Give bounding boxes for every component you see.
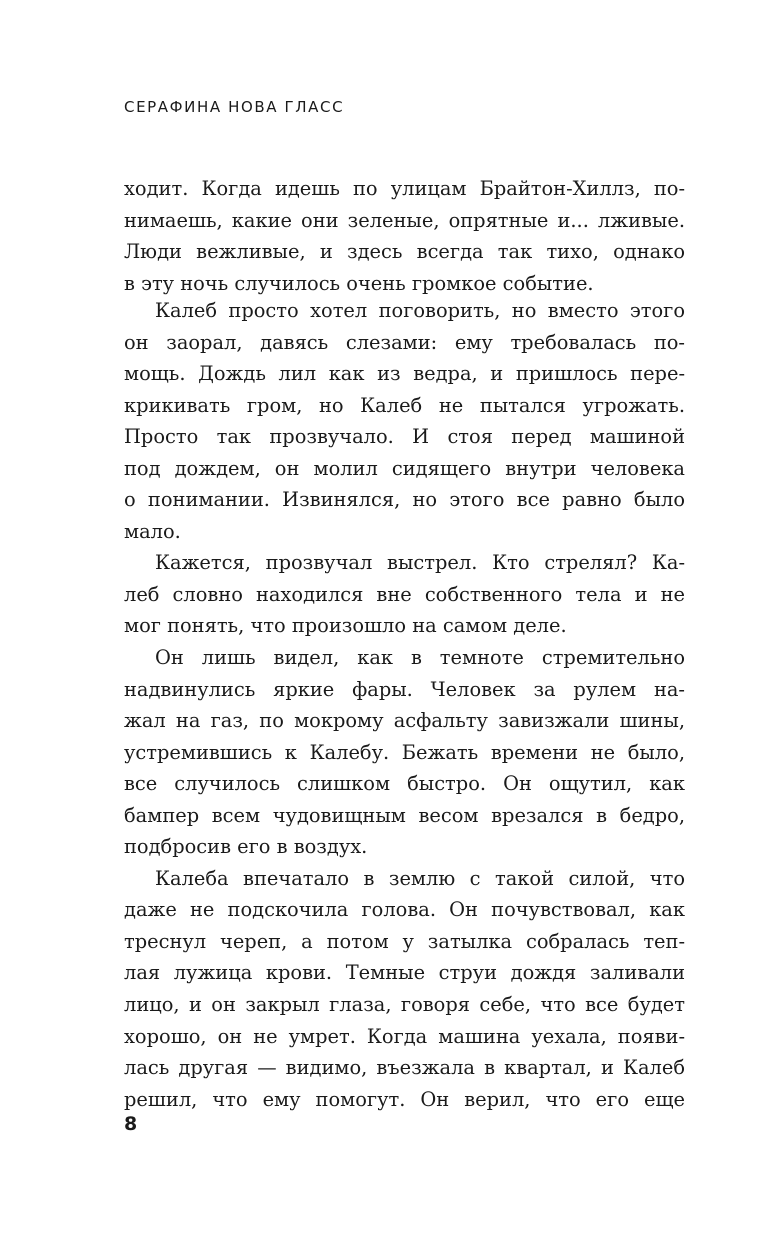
text-line: Он лишь видел, как в темноте стремительно [155, 646, 685, 670]
paragraph-continued [124, 173, 685, 299]
text-line: жал на газ, по мокрому асфальту завизжали шины, [124, 709, 685, 733]
text-line: Калеба впечатало в землю с такой силой, что [155, 866, 685, 890]
text-line: даже не подскочила голова. Он почувствовал, как [124, 898, 685, 922]
text-line: подбросив его в воздух. [124, 835, 368, 859]
page-number: 8 [124, 1113, 138, 1135]
text-line: Кажется, прозвучал выстрел. Кто стрелял? Ка- [155, 551, 685, 575]
text-line: все случилось слишком быстро. Он ощутил, как [124, 772, 685, 796]
text-line: мощь. Дождь лил как из ведра, и пришлось пере- [124, 362, 685, 386]
text-line: Просто так прозвучало. И стоя перед машиной [124, 425, 685, 449]
text-line: под дождем, он молил сидящего внутри человека [124, 456, 685, 480]
text-line: надвинулись яркие фары. Человек за рулем на- [124, 677, 685, 701]
text-line: хорошо, он не умрет. Когда машина уехала, появи- [124, 1024, 685, 1048]
text-line: лицо, и он закрыл глаза, говоря себе, что все будет [124, 993, 685, 1017]
text-line: треснул череп, а потом у затылка собралась теп- [124, 929, 685, 953]
text-line: бампер всем чудовищным весом врезался в бедро, [124, 803, 685, 827]
text-line: лая лужица крови. Темные струи дождя заливали [124, 961, 685, 985]
running-head: СЕРАФИНА НОВА ГЛАСС [124, 98, 345, 116]
text-line: он заорал, давясь слезами: ему требовалась по- [124, 330, 685, 354]
text-line: Калеб просто хотел поговорить, но вместо этого [155, 299, 685, 322]
text-line: устремившись к Калебу. Бежать времени не было, [124, 740, 685, 764]
text-line: в эту ночь случилось очень громкое событие. [124, 271, 594, 295]
text-line: о понимании. Извинялся, но этого все равно было [124, 488, 685, 512]
text-line: мало. [124, 519, 181, 543]
text-line: решил, что ему помогут. Он верил, что его еще [124, 1087, 685, 1111]
text-line: нимаешь, какие они зеленые, опрятные и... лживые. [124, 208, 685, 232]
text-line: Люди вежливые, и здесь всегда так тихо, однако [124, 240, 685, 264]
text-line: лась другая — видимо, въезжала в квартал, и Калеб [124, 1056, 685, 1080]
text-line: мог понять, что произошло на самом деле. [124, 614, 567, 638]
text-line: крикивать гром, но Калеб не пытался угрожать. [124, 393, 685, 417]
paragraphs-main [124, 295, 685, 1115]
text-line: леб словно находился вне собственного тела и не [124, 582, 685, 606]
text-line: ходит. Когда идешь по улицам Брайтон-Хиллз, по- [124, 177, 685, 200]
